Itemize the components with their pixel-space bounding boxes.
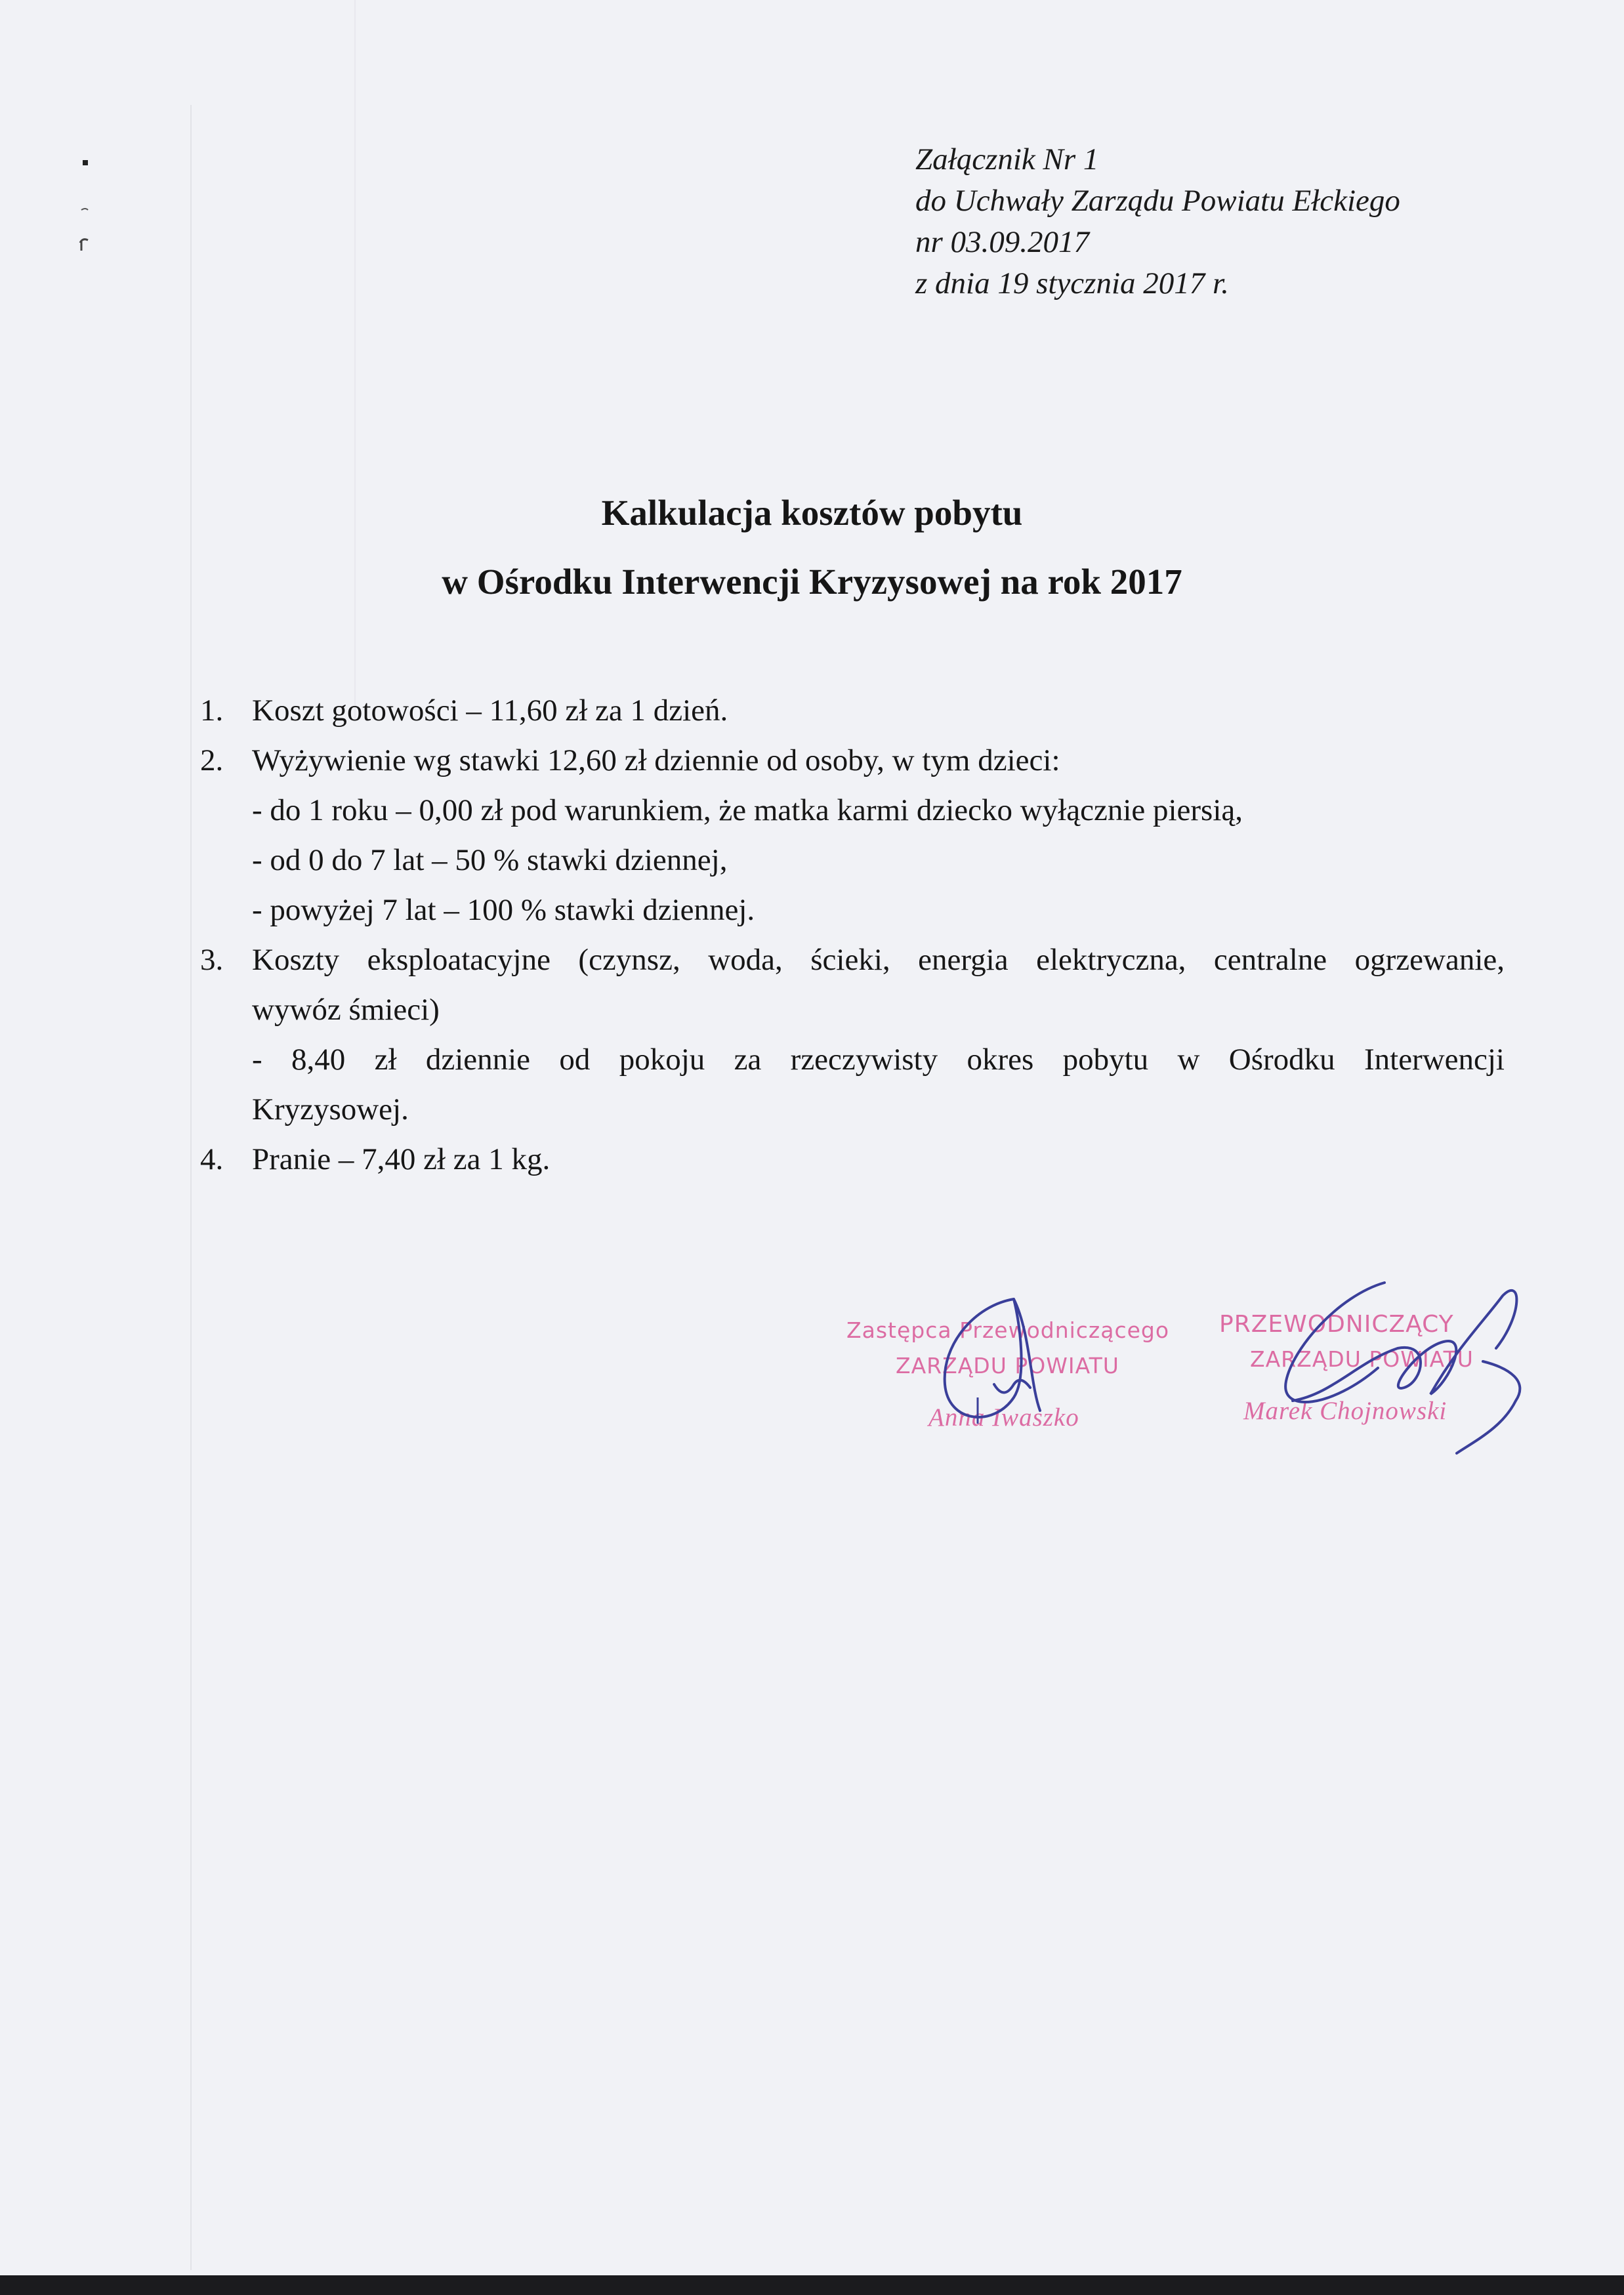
- scan-fold-line: [190, 105, 192, 2270]
- item-text: wywóz śmieci): [252, 993, 440, 1027]
- item-text: Koszt gotowości – 11,60 zł za 1 dzień.: [252, 693, 728, 728]
- stamp-left-org: ZARZĄDU POWIATU: [896, 1353, 1119, 1378]
- scan-fold-line: [354, 0, 356, 722]
- cost-list: [200, 686, 1505, 1184]
- stamp-right-org: ZARZĄDU POWIATU: [1250, 1346, 1474, 1372]
- list-item: [200, 686, 1505, 735]
- list-item: [200, 1134, 1505, 1184]
- attachment-number: Załącznik Nr 1: [915, 142, 1099, 176]
- item-number: 4.: [200, 1142, 224, 1176]
- subitem-text: - powyżej 7 lat – 100 % stawki dziennej.: [252, 893, 755, 927]
- document-title: Kalkulacja kosztów pobytu: [601, 493, 1023, 533]
- item-number: 2.: [200, 743, 224, 777]
- item-text: Pranie – 7,40 zł za 1 kg.: [252, 1142, 551, 1176]
- item-text: Wyżywienie wg stawki 12,60 zł dziennie od osoby, w tym dzieci:: [252, 743, 1060, 777]
- subitem-text: - od 0 do 7 lat – 50 % stawki dziennej,: [252, 843, 728, 877]
- stamp-right-title: PRZEWODNICZĄCY: [1219, 1311, 1454, 1338]
- attachment-reference: [915, 139, 1400, 304]
- punch-hole-marks: [77, 157, 104, 262]
- subitem-text: - do 1 roku – 0,00 zł pod warunkiem, że matka karmi dziecko wyłącznie piersią,: [252, 793, 1243, 827]
- item-text: Koszty eksploatacyjne (czynsz, woda, ścieki, energia elektryczna, centralne ogrzewanie,: [252, 943, 1505, 977]
- stamp-right-name: Marek Chojnowski: [1243, 1397, 1447, 1425]
- scan-border: [0, 2275, 1624, 2295]
- signature-left-icon: [915, 1286, 1066, 1443]
- resolution-number: nr 03.09.2017: [915, 225, 1090, 259]
- list-item: [200, 935, 1505, 985]
- resolution-body: do Uchwały Zarządu Powiatu Ełckiego: [915, 184, 1400, 218]
- item-text: - 8,40 zł dziennie od pokoju za rzeczywisty okres pobytu w Ośrodku Interwencji: [252, 1043, 1505, 1077]
- item-number: 1.: [200, 693, 224, 728]
- list-subitem: [200, 835, 1505, 885]
- signature-right-icon: [1234, 1270, 1562, 1460]
- stamp-left-name: Anna Iwaszko: [928, 1403, 1079, 1432]
- list-item: [200, 735, 1505, 785]
- document-subtitle: w Ośrodku Interwencji Kryzysowej na rok 2017: [442, 562, 1182, 602]
- list-item-continuation: [200, 985, 1505, 1035]
- list-subitem: [200, 885, 1505, 935]
- item-text: Kryzysowej.: [252, 1092, 409, 1127]
- stamp-left-title: Zastępca Przewodniczącego: [846, 1317, 1170, 1343]
- item-number: 3.: [200, 943, 224, 977]
- list-item-continuation: [200, 1035, 1505, 1085]
- list-item-continuation: [200, 1085, 1505, 1134]
- list-subitem: [200, 785, 1505, 835]
- resolution-date: z dnia 19 stycznia 2017 r.: [915, 266, 1229, 300]
